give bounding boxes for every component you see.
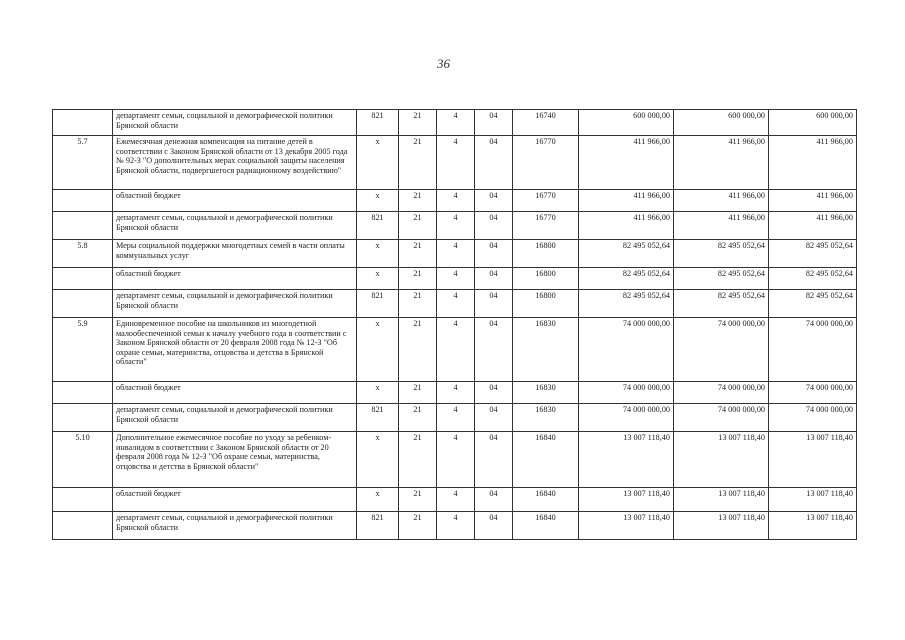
row-code: х bbox=[357, 318, 399, 382]
table-row bbox=[53, 212, 857, 240]
row-name: департамент семьи, социальной и демографической политики Брянской области bbox=[113, 212, 357, 240]
row-subsection: 4 bbox=[437, 432, 475, 488]
row-amount-1: 411 966,00 bbox=[579, 212, 674, 240]
row-number: 5.10 bbox=[53, 432, 113, 488]
row-amount-3: 411 966,00 bbox=[769, 136, 857, 190]
row-amount-3: 74 000 000,00 bbox=[769, 318, 857, 382]
row-amount-1: 600 000,00 bbox=[579, 110, 674, 136]
row-amount-1: 82 495 052,64 bbox=[579, 268, 674, 290]
row-amount-3: 74 000 000,00 bbox=[769, 382, 857, 404]
row-article: 16800 bbox=[513, 268, 579, 290]
row-article: 16840 bbox=[513, 488, 579, 512]
row-code: х bbox=[357, 190, 399, 212]
table-row bbox=[53, 318, 857, 382]
row-subsection: 4 bbox=[437, 290, 475, 318]
row-item: 04 bbox=[475, 110, 513, 136]
row-code: х bbox=[357, 432, 399, 488]
row-article: 16840 bbox=[513, 512, 579, 540]
row-name: Единовременное пособие на школьников из многодетной малообеспеченной семьи к началу учебного года в соответствии с Законом Брянской области от 20 февраля 2008 года № 12-З "Об охране семьи, материнства, отцовства и детства в Брянской области" bbox=[113, 318, 357, 382]
row-article: 16800 bbox=[513, 240, 579, 268]
row-code: 821 bbox=[357, 110, 399, 136]
row-amount-2: 600 000,00 bbox=[674, 110, 769, 136]
row-code: 821 bbox=[357, 212, 399, 240]
row-section: 21 bbox=[399, 212, 437, 240]
row-number: 5.7 bbox=[53, 136, 113, 190]
row-section: 21 bbox=[399, 136, 437, 190]
row-article: 16840 bbox=[513, 432, 579, 488]
table-row bbox=[53, 432, 857, 488]
row-number bbox=[53, 404, 113, 432]
row-amount-1: 13 007 118,40 bbox=[579, 512, 674, 540]
row-name: департамент семьи, социальной и демографической политики Брянской области bbox=[113, 404, 357, 432]
row-amount-3: 82 495 052,64 bbox=[769, 290, 857, 318]
table-row bbox=[53, 512, 857, 540]
row-amount-3: 411 966,00 bbox=[769, 212, 857, 240]
row-amount-1: 82 495 052,64 bbox=[579, 290, 674, 318]
table-row bbox=[53, 136, 857, 190]
row-code: х bbox=[357, 240, 399, 268]
row-amount-3: 82 495 052,64 bbox=[769, 268, 857, 290]
row-amount-1: 74 000 000,00 bbox=[579, 382, 674, 404]
row-name: Дополнительное ежемесячное пособие по уходу за ребенком-инвалидом в соответствии с Законом Брянской области от 20 февраля 2008 года № 12-З "Об охране семьи, материнства, отцовства и детства в Брянской области" bbox=[113, 432, 357, 488]
row-number bbox=[53, 488, 113, 512]
row-amount-2: 82 495 052,64 bbox=[674, 268, 769, 290]
row-number bbox=[53, 382, 113, 404]
row-name: департамент семьи, социальной и демографической политики Брянской области bbox=[113, 512, 357, 540]
row-section: 21 bbox=[399, 240, 437, 268]
row-code: х bbox=[357, 382, 399, 404]
row-subsection: 4 bbox=[437, 318, 475, 382]
row-subsection: 4 bbox=[437, 240, 475, 268]
row-name: департамент семьи, социальной и демографической политики Брянской области bbox=[113, 110, 357, 136]
row-section: 21 bbox=[399, 488, 437, 512]
row-amount-3: 600 000,00 bbox=[769, 110, 857, 136]
table-row bbox=[53, 488, 857, 512]
row-amount-3: 74 000 000,00 bbox=[769, 404, 857, 432]
budget-table bbox=[52, 109, 857, 540]
row-subsection: 4 bbox=[437, 212, 475, 240]
row-item: 04 bbox=[475, 512, 513, 540]
row-subsection: 4 bbox=[437, 268, 475, 290]
row-article: 16770 bbox=[513, 212, 579, 240]
row-number: 5.8 bbox=[53, 240, 113, 268]
row-section: 21 bbox=[399, 512, 437, 540]
row-article: 16830 bbox=[513, 318, 579, 382]
row-section: 21 bbox=[399, 382, 437, 404]
row-amount-2: 82 495 052,64 bbox=[674, 290, 769, 318]
row-item: 04 bbox=[475, 212, 513, 240]
row-code: 821 bbox=[357, 290, 399, 318]
row-subsection: 4 bbox=[437, 110, 475, 136]
row-amount-3: 13 007 118,40 bbox=[769, 432, 857, 488]
row-amount-2: 74 000 000,00 bbox=[674, 404, 769, 432]
table-row bbox=[53, 268, 857, 290]
row-amount-1: 411 966,00 bbox=[579, 190, 674, 212]
row-item: 04 bbox=[475, 190, 513, 212]
row-subsection: 4 bbox=[437, 382, 475, 404]
table-row bbox=[53, 382, 857, 404]
row-subsection: 4 bbox=[437, 404, 475, 432]
row-section: 21 bbox=[399, 318, 437, 382]
row-code: х bbox=[357, 488, 399, 512]
row-amount-2: 13 007 118,40 bbox=[674, 488, 769, 512]
row-number bbox=[53, 190, 113, 212]
row-item: 04 bbox=[475, 290, 513, 318]
row-amount-2: 13 007 118,40 bbox=[674, 512, 769, 540]
row-amount-3: 411 966,00 bbox=[769, 190, 857, 212]
row-item: 04 bbox=[475, 432, 513, 488]
row-name: областной бюджет bbox=[113, 488, 357, 512]
row-name: областной бюджет bbox=[113, 382, 357, 404]
row-section: 21 bbox=[399, 404, 437, 432]
row-article: 16740 bbox=[513, 110, 579, 136]
row-item: 04 bbox=[475, 136, 513, 190]
row-section: 21 bbox=[399, 110, 437, 136]
row-name: департамент семьи, социальной и демографической политики Брянской области bbox=[113, 290, 357, 318]
row-code: х bbox=[357, 268, 399, 290]
row-amount-2: 411 966,00 bbox=[674, 212, 769, 240]
row-amount-1: 411 966,00 bbox=[579, 136, 674, 190]
row-code: 821 bbox=[357, 404, 399, 432]
row-section: 21 bbox=[399, 190, 437, 212]
row-number bbox=[53, 110, 113, 136]
row-amount-2: 411 966,00 bbox=[674, 190, 769, 212]
table-row bbox=[53, 240, 857, 268]
row-code: 821 bbox=[357, 512, 399, 540]
row-article: 16830 bbox=[513, 404, 579, 432]
row-item: 04 bbox=[475, 268, 513, 290]
row-number bbox=[53, 212, 113, 240]
row-amount-3: 13 007 118,40 bbox=[769, 512, 857, 540]
page-number: 36 bbox=[437, 56, 450, 71]
row-amount-2: 13 007 118,40 bbox=[674, 432, 769, 488]
row-subsection: 4 bbox=[437, 136, 475, 190]
row-article: 16830 bbox=[513, 382, 579, 404]
row-amount-2: 74 000 000,00 bbox=[674, 318, 769, 382]
row-subsection: 4 bbox=[437, 190, 475, 212]
row-code: х bbox=[357, 136, 399, 190]
row-item: 04 bbox=[475, 240, 513, 268]
row-name: Ежемесячная денежная компенсация на питание детей в соответствии с Законом Брянской области от 13 декабря 2005 года № 92-З "О дополнительных мерах социальной защиты населения Брянской области, подвергшегося радиационному воздействию" bbox=[113, 136, 357, 190]
row-article: 16800 bbox=[513, 290, 579, 318]
row-number bbox=[53, 268, 113, 290]
row-amount-3: 82 495 052,64 bbox=[769, 240, 857, 268]
row-amount-1: 74 000 000,00 bbox=[579, 404, 674, 432]
row-name: областной бюджет bbox=[113, 190, 357, 212]
row-amount-2: 74 000 000,00 bbox=[674, 382, 769, 404]
row-amount-2: 82 495 052,64 bbox=[674, 240, 769, 268]
row-section: 21 bbox=[399, 268, 437, 290]
table-row bbox=[53, 110, 857, 136]
row-number bbox=[53, 512, 113, 540]
row-subsection: 4 bbox=[437, 512, 475, 540]
row-number: 5.9 bbox=[53, 318, 113, 382]
row-amount-1: 82 495 052,64 bbox=[579, 240, 674, 268]
row-name: областной бюджет bbox=[113, 268, 357, 290]
table-row bbox=[53, 404, 857, 432]
row-name: Меры социальной поддержки многодетных семей в части оплаты коммунальных услуг bbox=[113, 240, 357, 268]
row-amount-1: 13 007 118,40 bbox=[579, 432, 674, 488]
row-amount-3: 13 007 118,40 bbox=[769, 488, 857, 512]
row-item: 04 bbox=[475, 404, 513, 432]
table-row bbox=[53, 290, 857, 318]
table-row bbox=[53, 190, 857, 212]
table-body bbox=[53, 110, 857, 540]
row-subsection: 4 bbox=[437, 488, 475, 512]
row-article: 16770 bbox=[513, 190, 579, 212]
row-article: 16770 bbox=[513, 136, 579, 190]
row-amount-1: 13 007 118,40 bbox=[579, 488, 674, 512]
row-item: 04 bbox=[475, 382, 513, 404]
row-amount-1: 74 000 000,00 bbox=[579, 318, 674, 382]
row-amount-2: 411 966,00 bbox=[674, 136, 769, 190]
row-section: 21 bbox=[399, 290, 437, 318]
row-item: 04 bbox=[475, 318, 513, 382]
row-item: 04 bbox=[475, 488, 513, 512]
row-section: 21 bbox=[399, 432, 437, 488]
row-number bbox=[53, 290, 113, 318]
